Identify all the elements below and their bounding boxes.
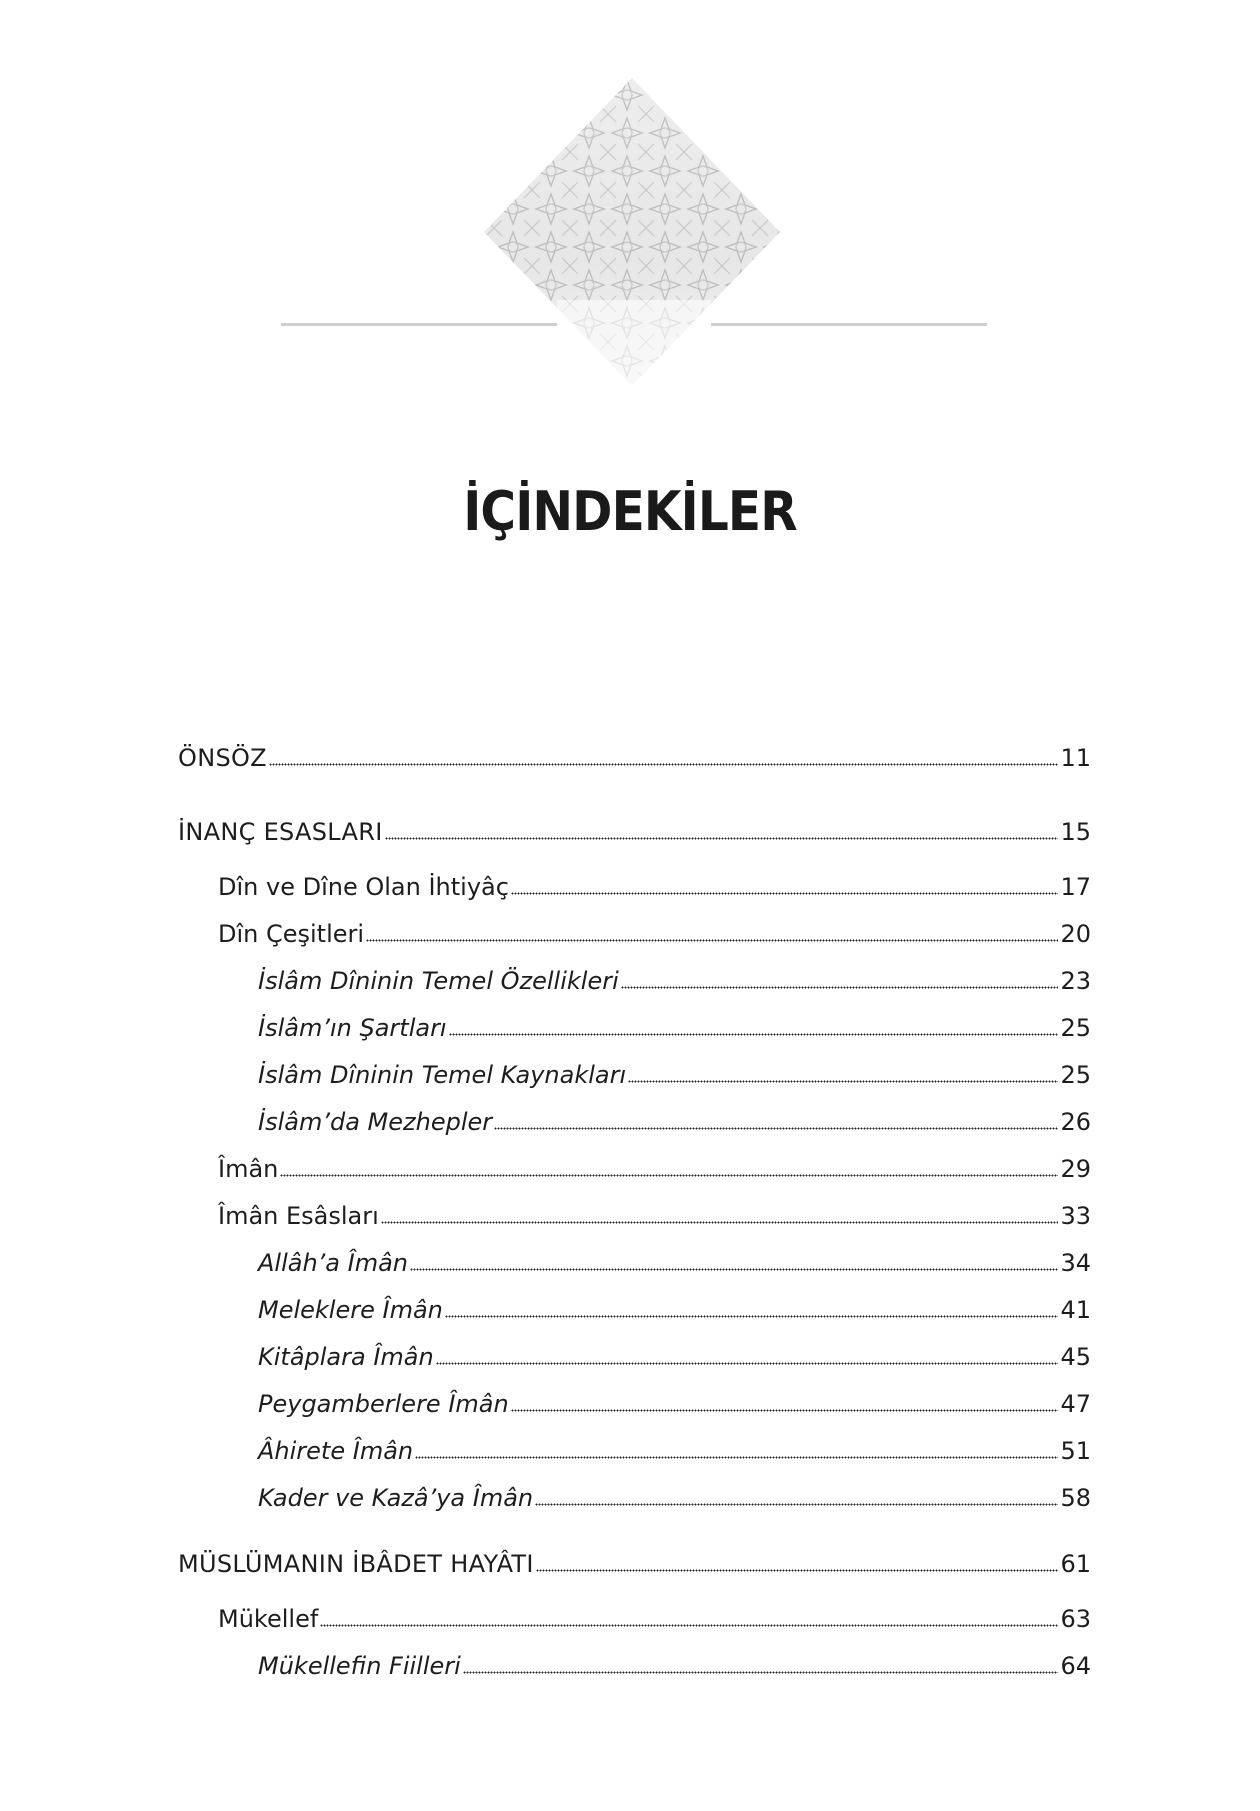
- dot-leader: [445, 1314, 1059, 1318]
- toc-entry-page-number: 34: [1060, 1249, 1091, 1277]
- toc-entry-page-number: 25: [1060, 1014, 1091, 1042]
- toc-entry-label: Mükellefin Fiilleri: [258, 1652, 461, 1680]
- toc-entry-label: Mükellef: [218, 1605, 319, 1633]
- toc-entry[interactable]: [258, 1096, 1091, 1136]
- dot-leader: [366, 938, 1058, 942]
- toc-entry[interactable]: [258, 1331, 1091, 1371]
- toc-entry-page-number: 41: [1060, 1296, 1091, 1324]
- toc-entry-page-number: 61: [1060, 1550, 1091, 1578]
- toc-entry-page-number: 25: [1060, 1061, 1091, 1089]
- toc-entry[interactable]: [218, 1143, 1091, 1183]
- toc-entry-label: Kitâplara Îmân: [258, 1343, 434, 1371]
- dot-leader: [535, 1502, 1058, 1506]
- dot-leader: [511, 891, 1059, 895]
- toc-entry-label: Âhirete Îmân: [258, 1437, 414, 1465]
- page-title: İÇİNDEKİLER: [463, 480, 797, 543]
- toc-entry-page-number: 29: [1060, 1155, 1091, 1183]
- toc-entry-label: İNANÇ ESASLARI: [178, 818, 383, 846]
- dot-leader: [280, 1173, 1058, 1177]
- toc-entry-page-number: 51: [1060, 1437, 1091, 1465]
- dot-leader: [621, 985, 1059, 989]
- toc-entry-label: İslâm’ın Şartları: [258, 1014, 447, 1042]
- geometric-ornament-icon: [0, 0, 1260, 400]
- toc-entry-label: Dîn ve Dîne Olan İhtiyâç: [218, 873, 509, 901]
- toc-entry-label: Allâh’a Îmân: [258, 1249, 409, 1277]
- toc-entry[interactable]: [258, 1378, 1091, 1418]
- toc-entry-page-number: 11: [1060, 744, 1091, 772]
- toc-entry[interactable]: [258, 1425, 1091, 1465]
- toc-entry-page-number: 58: [1060, 1484, 1091, 1512]
- toc-entry[interactable]: [258, 1002, 1091, 1042]
- toc-entry-page-number: 33: [1060, 1202, 1091, 1230]
- dot-leader: [381, 1220, 1059, 1224]
- toc-entry[interactable]: [178, 1538, 1091, 1578]
- dot-leader: [536, 1568, 1059, 1572]
- ornament-header: [0, 0, 1260, 400]
- toc-entry-label: Meleklere Îmân: [258, 1296, 443, 1324]
- dot-leader: [269, 762, 1059, 766]
- toc-entry-page-number: 47: [1060, 1390, 1091, 1418]
- toc-entry-label: Îmân: [218, 1155, 279, 1183]
- dot-leader: [494, 1126, 1058, 1130]
- toc-entry-label: MÜSLÜMANIN İBÂDET HAYÂTI: [178, 1550, 534, 1578]
- toc-entry-label: İslâm Dîninin Temel Kaynakları: [258, 1061, 627, 1089]
- toc-entry-label: İslâm’da Mezhepler: [258, 1108, 493, 1136]
- toc-entry[interactable]: [258, 1049, 1091, 1089]
- toc-entry-label: Îmân Esâsları: [218, 1202, 379, 1230]
- dot-leader: [415, 1455, 1058, 1459]
- toc-entry[interactable]: [258, 1472, 1091, 1512]
- toc-entry[interactable]: [258, 1237, 1091, 1277]
- dot-leader: [320, 1623, 1058, 1627]
- dot-leader: [511, 1408, 1059, 1412]
- dot-leader: [436, 1361, 1059, 1365]
- toc-entry-label: Dîn Çeşitleri: [218, 920, 365, 948]
- toc-entry-label: İslâm Dîninin Temel Özellikleri: [258, 967, 619, 995]
- toc-entry[interactable]: [218, 1593, 1091, 1633]
- toc-entry-page-number: 20: [1060, 920, 1091, 948]
- toc-entry-label: Kader ve Kazâ’ya Îmân: [258, 1484, 534, 1512]
- toc-entry-page-number: 45: [1060, 1343, 1091, 1371]
- toc-entry-page-number: 63: [1060, 1605, 1091, 1633]
- toc-entry-page-number: 17: [1060, 873, 1091, 901]
- dot-leader: [463, 1670, 1059, 1674]
- toc-entry[interactable]: [178, 732, 1091, 772]
- toc-entry[interactable]: [218, 1190, 1091, 1230]
- toc-entry-label: ÖNSÖZ: [178, 744, 267, 772]
- dot-leader: [449, 1032, 1059, 1036]
- toc-entry-page-number: 64: [1060, 1652, 1091, 1680]
- toc-entry-page-number: 23: [1060, 967, 1091, 995]
- toc-entry[interactable]: [258, 955, 1091, 995]
- divider-right: [711, 323, 987, 326]
- toc-entry[interactable]: [218, 908, 1091, 948]
- toc-entry[interactable]: [258, 1640, 1091, 1680]
- toc-entry[interactable]: [218, 861, 1091, 901]
- toc-entry-page-number: 15: [1060, 818, 1091, 846]
- divider-left: [281, 323, 557, 326]
- toc-entry[interactable]: [258, 1284, 1091, 1324]
- dot-leader: [385, 836, 1059, 840]
- toc-entry-label: Peygamberlere Îmân: [258, 1390, 509, 1418]
- dot-leader: [628, 1079, 1058, 1083]
- toc-entry[interactable]: [178, 806, 1091, 846]
- dot-leader: [410, 1267, 1058, 1271]
- toc-entry-page-number: 26: [1060, 1108, 1091, 1136]
